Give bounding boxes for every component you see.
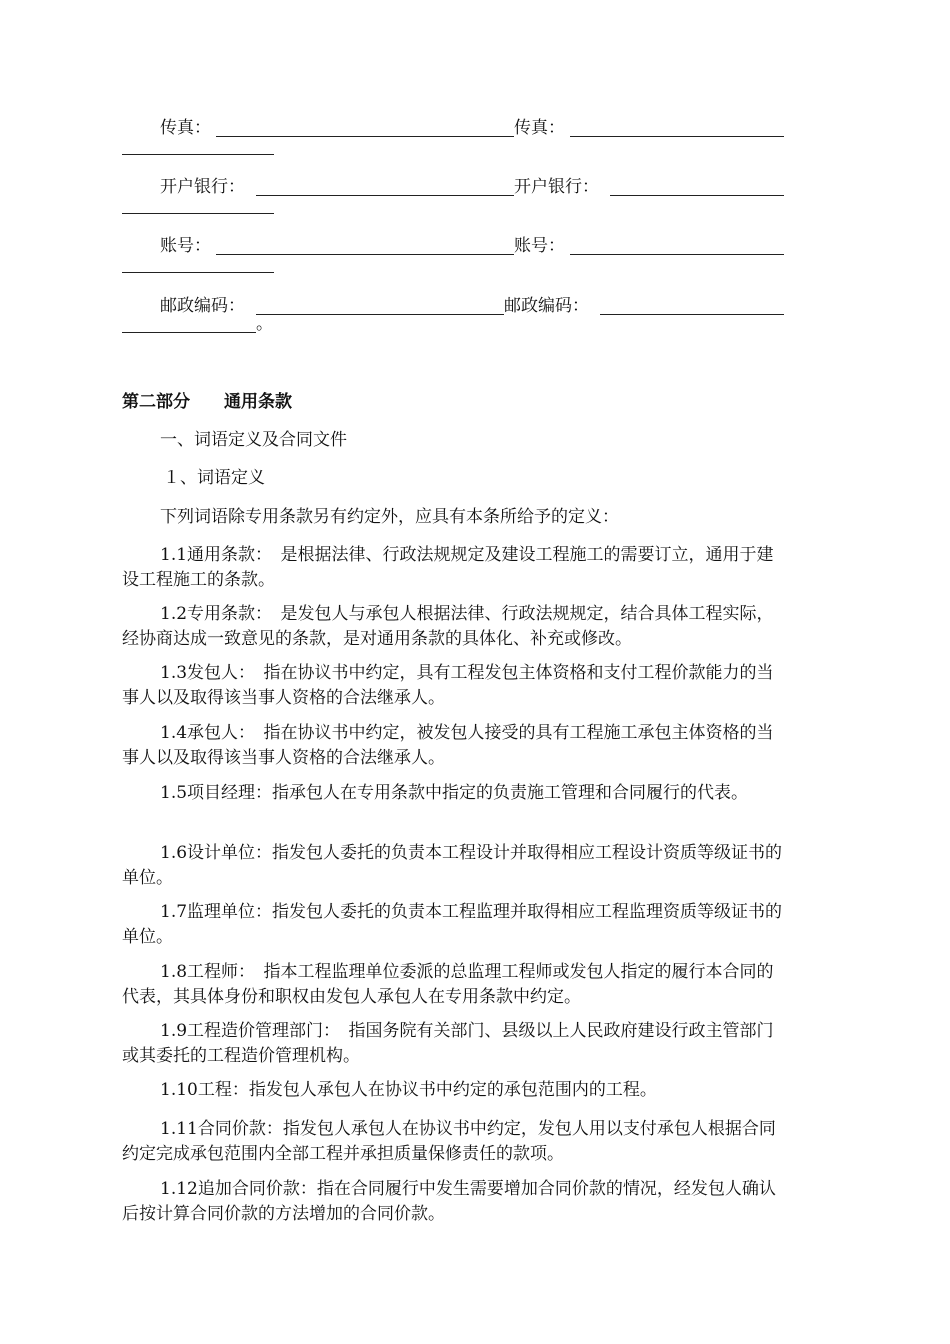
definition-1-7: 1.7监理单位：指发包人委托的负责本工程监理并取得相应工程监理资质等级证书的单位。 (122, 902, 783, 947)
fax-label-right: 传真： (514, 118, 565, 138)
section-title: 第二部分 通用条款 (122, 392, 292, 412)
bank-blank-continuation (122, 213, 274, 214)
bank-blank-left[interactable] (256, 195, 514, 196)
definition-1-9: 1.9工程造价管理部门： 指国务院有关部门、县级以上人民政府建设行政主管部门或其委托的工程造价管理机构。 (122, 1021, 774, 1066)
definition-1-6: 1.6设计单位：指发包人委托的负责本工程设计并取得相应工程设计资质等级证书的单位。 (122, 843, 783, 888)
fax-label-left: 传真： (160, 118, 211, 138)
definition-1-10: 1.10工程：指发包人承包人在协议书中约定的承包范围内的工程。 (160, 1080, 657, 1100)
definition-1-8: 1.8工程师： 指本工程监理单位委派的总监理工程师或发包人指定的履行本合同的代表，其具体身份和职权由发包人承包人在专用条款中约定。 (122, 962, 774, 1007)
account-blank-continuation (122, 272, 274, 273)
bank-field-row (122, 175, 784, 225)
definition-1-1: 1.1通用条款： 是根据法律、行政法规规定及建设工程施工的需要订立，通用于建设工程施工的条款。 (122, 545, 774, 590)
fax-blank-continuation (122, 154, 274, 155)
account-blank-left[interactable] (216, 254, 514, 255)
account-field-row (122, 234, 784, 284)
account-label-left: 账号： (160, 236, 211, 256)
fax-blank-left[interactable] (216, 136, 514, 137)
definition-1-4: 1.4承包人： 指在协议书中约定，被发包人接受的具有工程施工承包主体资格的当事人以及取得该当事人资格的合法继承人。 (122, 723, 774, 768)
chapter-heading: 一、词语定义及合同文件 (160, 430, 347, 450)
definition-1-5: 1.5项目经理：指承包人在专用条款中指定的负责施工管理和合同履行的代表。 (160, 783, 749, 803)
fax-field-row (122, 116, 784, 166)
postal-blank-continuation (122, 332, 256, 333)
postal-label-left: 邮政编码： (160, 296, 245, 316)
definition-1-3: 1.3发包人： 指在协议书中约定，具有工程发包主体资格和支付工程价款能力的当事人以及取得该当事人资格的合法继承人。 (122, 663, 774, 708)
fax-blank-right[interactable] (570, 136, 784, 137)
postal-blank-right[interactable] (600, 314, 784, 315)
account-blank-right[interactable] (570, 254, 784, 255)
definitions-intro: 下列词语除专用条款另有约定外，应具有本条所给予的定义： (160, 507, 619, 527)
bank-label-left: 开户银行： (160, 177, 245, 197)
end-mark: 。 (256, 314, 273, 334)
postal-field-row (122, 294, 784, 344)
postal-blank-left[interactable] (256, 314, 504, 315)
postal-label-right: 邮政编码： (504, 296, 589, 316)
definition-1-12: 1.12追加合同价款：指在合同履行中发生需要增加合同价款的情况，经发包人确认后按计算合同价款的方法增加的合同价款。 (122, 1179, 776, 1224)
definition-1-2: 1.2专用条款： 是发包人与承包人根据法律、行政法规规定，结合具体工程实际，经协商达成一致意见的条款，是对通用条款的具体化、补充或修改。 (122, 604, 774, 649)
sub-heading: １、词语定义 (163, 468, 265, 488)
bank-label-right: 开户银行： (514, 177, 599, 197)
definition-1-11: 1.11合同价款：指发包人承包人在协议书中约定，发包人用以支付承包人根据合同约定完成承包范围内全部工程并承担质量保修责任的款项。 (122, 1119, 776, 1164)
account-label-right: 账号： (514, 236, 565, 256)
bank-blank-right[interactable] (610, 195, 784, 196)
